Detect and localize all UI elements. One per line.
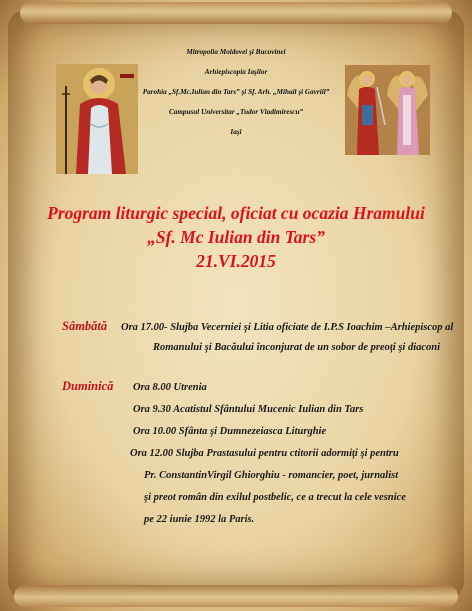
archangels-icon bbox=[345, 65, 430, 155]
saint-iulian-icon bbox=[56, 64, 138, 174]
sunday-item: Ora 10.00 Sfânta şi Dumnezeiasca Liturghie bbox=[133, 426, 327, 437]
sunday-item: pe 22 iunie 1992 la Paris. bbox=[144, 514, 255, 525]
header-line: Mitropolia Moldovei şi Bucovinei bbox=[186, 48, 286, 56]
header-block bbox=[100, 42, 372, 142]
scroll-roll-bottom bbox=[14, 585, 458, 607]
saturday-line: Ora 17.00- Slujba Vecerniei şi Litia oficiate de I.P.S Ioachim –Arhiepiscop al bbox=[121, 322, 454, 333]
header-line: Arhiepiscopia Iaşilor bbox=[204, 68, 268, 76]
title-block bbox=[20, 201, 452, 273]
sunday-item: Ora 12.00 Slujba Prastasului pentru ctitorii adormiţi şi pentru bbox=[130, 448, 399, 459]
header-line: Iaşi bbox=[230, 128, 242, 136]
header-line: Campusul Universitar „Tudor Vladimirescu” bbox=[168, 108, 304, 116]
title-line: „Sf. Mc Iulian din Tars” bbox=[147, 227, 325, 247]
saturday-line: Romanului şi Bacăului înconjurat de un sobor de preoţi şi diaconi bbox=[153, 342, 441, 353]
header-line: Parohia „Sf.Mc.Iulian din Tars” şi Sf. Arh. „Mihail şi Gavriil” bbox=[142, 88, 330, 96]
day-saturday: Sâmbătă bbox=[62, 319, 108, 333]
title-line: Program liturgic special, oficiat cu ocazia Hramului bbox=[47, 203, 425, 223]
sunday-item: Ora 9.30 Acatistul Sfântului Mucenic Iulian din Tars bbox=[133, 404, 364, 415]
title-date: 21.VI.2015 bbox=[196, 251, 276, 271]
day-sunday: Duminică bbox=[62, 379, 114, 393]
sunday-item: Ora 8.00 Utrenia bbox=[133, 382, 207, 393]
sunday-item: Pr. ConstantinVirgil Ghiorghiu - romancier, poet, jurnalist bbox=[144, 470, 399, 481]
sunday-item: şi preot român din exilul postbelic, ce a trecut la cele vesnice bbox=[144, 492, 406, 503]
scroll-roll-top bbox=[20, 2, 452, 24]
